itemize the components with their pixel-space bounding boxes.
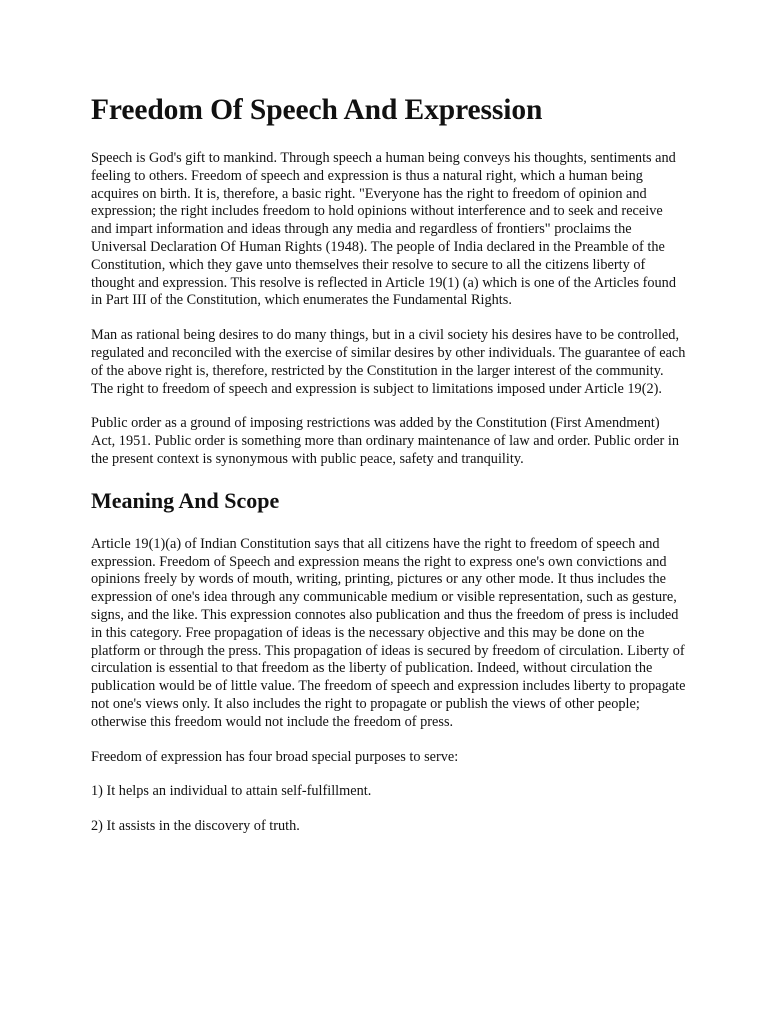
intro-paragraph-2: Man as rational being desires to do many things, but in a civil society his desires have to be controlled, regulated and reconciled with the exercise of similar desires by other individuals. The guarantee of each of the above right is, therefore, restricted by the Constitution in the larger interest of the community. The right to freedom of speech and expression is subject to limitations imposed under Article 19(2). — [91, 327, 686, 397]
page-title: Freedom Of Speech And Expression — [91, 94, 543, 126]
intro-paragraph-3: Public order as a ground of imposing restrictions was added by the Constitution (First Amendment) Act, 1951. Public order is something more than ordinary maintenance of law and order. Public order in the present context is synonymous with public peace, safety and tranquility. — [91, 415, 680, 467]
list-item-2: 2) It assists in the discovery of truth. — [91, 818, 300, 835]
section-paragraph-1: Article 19(1)(a) of Indian Constitution says that all citizens have the right to freedom of speech and expression. Freedom of Speech and expression means the right to express one's own convictions and opinions freely by words of mouth, writing, printing, pictures or any other mode. It thus includes the expression of one's idea through any communicable medium or visible representation, such as gesture, signs, and the like. This expression connotes also publication and thus the freedom of press is included in this category. Free propagation of ideas is the necessary objective and this may be done on the platform or through the press. This propagation of ideas is secured by freedom of circulation. Liberty of circulation is essential to that freedom as the liberty of publication. Indeed, without circulation the publication would be of little value. The freedom of speech and expression includes liberty to propagate not one's views only. It also includes the right to propagate or publish the views of other people; otherwise this freedom would not include the freedom of press. — [91, 535, 686, 730]
list-item-1: 1) It helps an individual to attain self-fulfillment. — [91, 783, 372, 800]
section-heading: Meaning And Scope — [91, 487, 280, 513]
section-paragraph-2: Freedom of expression has four broad special purposes to serve: — [91, 748, 459, 765]
intro-paragraph-1: Speech is God's gift to mankind. Through speech a human being conveys his thoughts, sentiments and feeling to others. Freedom of speech and expression is thus a natural right, which a human being acquires on birth. It is, therefore, a basic right. "Everyone has the right to freedom of opinion and expression; the right includes freedom to hold opinions without interference and to seek and receive and impart information and ideas through any media and regardless of frontiers" proclaims the Universal Declaration Of Human Rights (1948). The people of India declared in the Preamble of the Constitution, which they gave unto themselves their resolve to secure to all the citizens liberty of thought and expression. This resolve is reflected in Article 19(1) (a) which is one of the Articles found in Part III of the Constitution, which enumerates the Fundamental Rights. — [91, 150, 676, 309]
